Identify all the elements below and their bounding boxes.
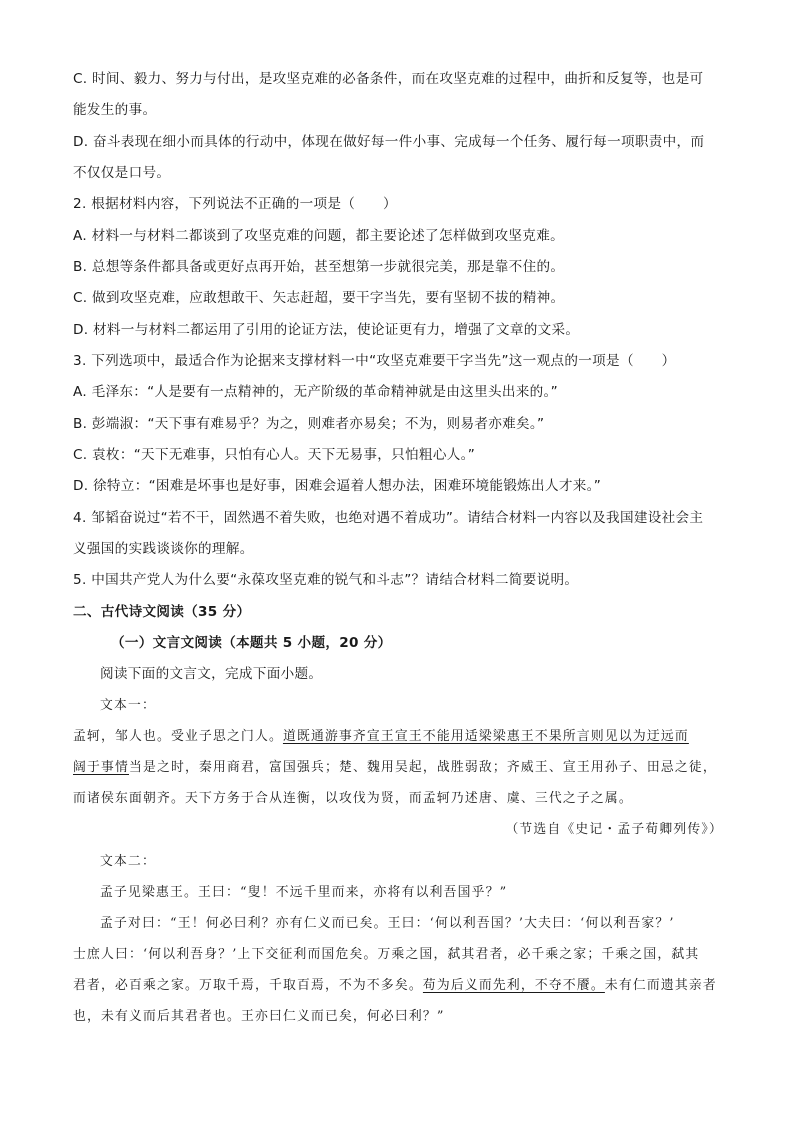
text1-source: （节选自《史记・孟子荀卿列传》） bbox=[505, 822, 723, 837]
text1-paragraph-line3: 而诸侯东面朝齐。天下方务于合从连衡，以攻伐为贤，而孟轲乃述唐、虞、三代之子之属。 bbox=[73, 791, 633, 806]
text2-line4: 君者，必百乘之家。万取千焉，千取百焉，不为不多矣。苟为后义而先利，不夺不餍。未有仁而遗其亲者 bbox=[73, 978, 717, 993]
q4-line2: 义强国的实践谈谈你的理解。 bbox=[73, 541, 254, 557]
q3-option-d: D. 徐特立：“困难是坏事也是好事，困难会逼着人想办法，困难环境能锻炼出人才来。” bbox=[73, 478, 602, 494]
q3-option-c: C. 袁枚：“天下无难事，只怕有心人。天下无易事，只怕粗心人。” bbox=[73, 447, 476, 463]
q2-option-d: D. 材料一与材料二都运用了引用的论证方法，使论证更有力，增强了文章的文采。 bbox=[73, 322, 580, 338]
q4-line1: 4. 邹韬奋说过“若不干，固然遇不着失败，也绝对遇不着成功”。请结合材料一内容以及我国建设社会主 bbox=[73, 510, 704, 526]
q1-option-c-line2: 能发生的事。 bbox=[73, 102, 157, 118]
text2-line2: 孟子对曰：“王！何必曰利？亦有仁义而已矣。王曰：‘何以利吾国？’大夫曰：‘何以利吾家？’ bbox=[100, 916, 675, 931]
text1-paragraph-line2: 阔于事情当是之时，秦用商君，富国强兵；楚、魏用吴起，战胜弱敌；齐威王、宣王用孙子、田忌之徒， bbox=[73, 760, 717, 775]
q2-stem: 2. 根据材料内容，下列说法不正确的一项是（ ） bbox=[73, 196, 397, 212]
text2-label: 文本二： bbox=[100, 854, 156, 869]
q1-option-d-line1: D. 奋斗表现在细小而具体的行动中，体现在做好每一件小事、完成每一个任务、履行每一项职责中，而 bbox=[73, 134, 705, 150]
q2-option-a: A. 材料一与材料二都谈到了攻坚克难的问题，都主要论述了怎样做到攻坚克难。 bbox=[73, 228, 564, 244]
text1-label: 文本一： bbox=[100, 698, 156, 713]
text1-paragraph-line1: 孟轲，邹人也。受业子思之门人。道既通游事齐宣王宣王不能用适梁梁惠王不果所言则见以为迂远而 bbox=[73, 729, 689, 744]
section-heading: 二、古代诗文阅读（35 分） bbox=[73, 604, 251, 620]
text2-line5: 也，未有义而后其君者也。王亦曰仁义而已矣，何必曰利？” bbox=[73, 1009, 445, 1024]
q1-option-d-line2: 不仅仅是口号。 bbox=[73, 165, 171, 181]
reading-instruction: 阅读下面的文言文，完成下面小题。 bbox=[100, 666, 323, 682]
q5-line1: 5. 中国共产党人为什么要“永葆攻坚克难的锐气和斗志”？请结合材料二简要说明。 bbox=[73, 572, 579, 588]
sub-section-heading: （一）文言文阅读（本题共 5 小题，20 分） bbox=[111, 635, 392, 651]
q2-option-b: B. 总想等条件都具备或更好点再开始，甚至想第一步就很完美，那是靠不住的。 bbox=[73, 259, 565, 275]
q3-option-a: A. 毛泽东：“人是要有一点精神的，无产阶级的革命精神就是由这里头出来的。” bbox=[73, 384, 558, 400]
text2-underlined-sentence: 苟为后义而先利，不夺不餍。 bbox=[422, 978, 605, 993]
text1-underlined-sentence: 道既通游事齐宣王宣王不能用适梁梁惠王不果所言则见以为迂远而 bbox=[282, 729, 689, 744]
q2-option-c: C. 做到攻坚克难，应敢想敢干、矢志赶超，要干字当先，要有坚韧不拔的精神。 bbox=[73, 290, 565, 306]
text2-line3: 士庶人曰：‘何以利吾身？’上下交征利而国危矣。万乘之国，弑其君者，必千乘之家；千乘之国，弑其 bbox=[73, 947, 700, 962]
q3-option-b: B. 彭端淑：“天下事有难易乎？为之，则难者亦易矣；不为，则易者亦难矣。” bbox=[73, 416, 545, 432]
q1-option-c-line1: C. 时间、毅力、努力与付出，是攻坚克难的必备条件，而在攻坚克难的过程中，曲折和反复等，也是可 bbox=[73, 71, 704, 87]
q3-stem: 3. 下列选项中，最适合作为论据来支撑材料一中“攻坚克难要干字当先”这一观点的一项是（ ） bbox=[73, 353, 676, 369]
text2-line1: 孟子见梁惠王。王曰：“叟！不远千里而来，亦将有以利吾国乎？” bbox=[100, 885, 508, 900]
